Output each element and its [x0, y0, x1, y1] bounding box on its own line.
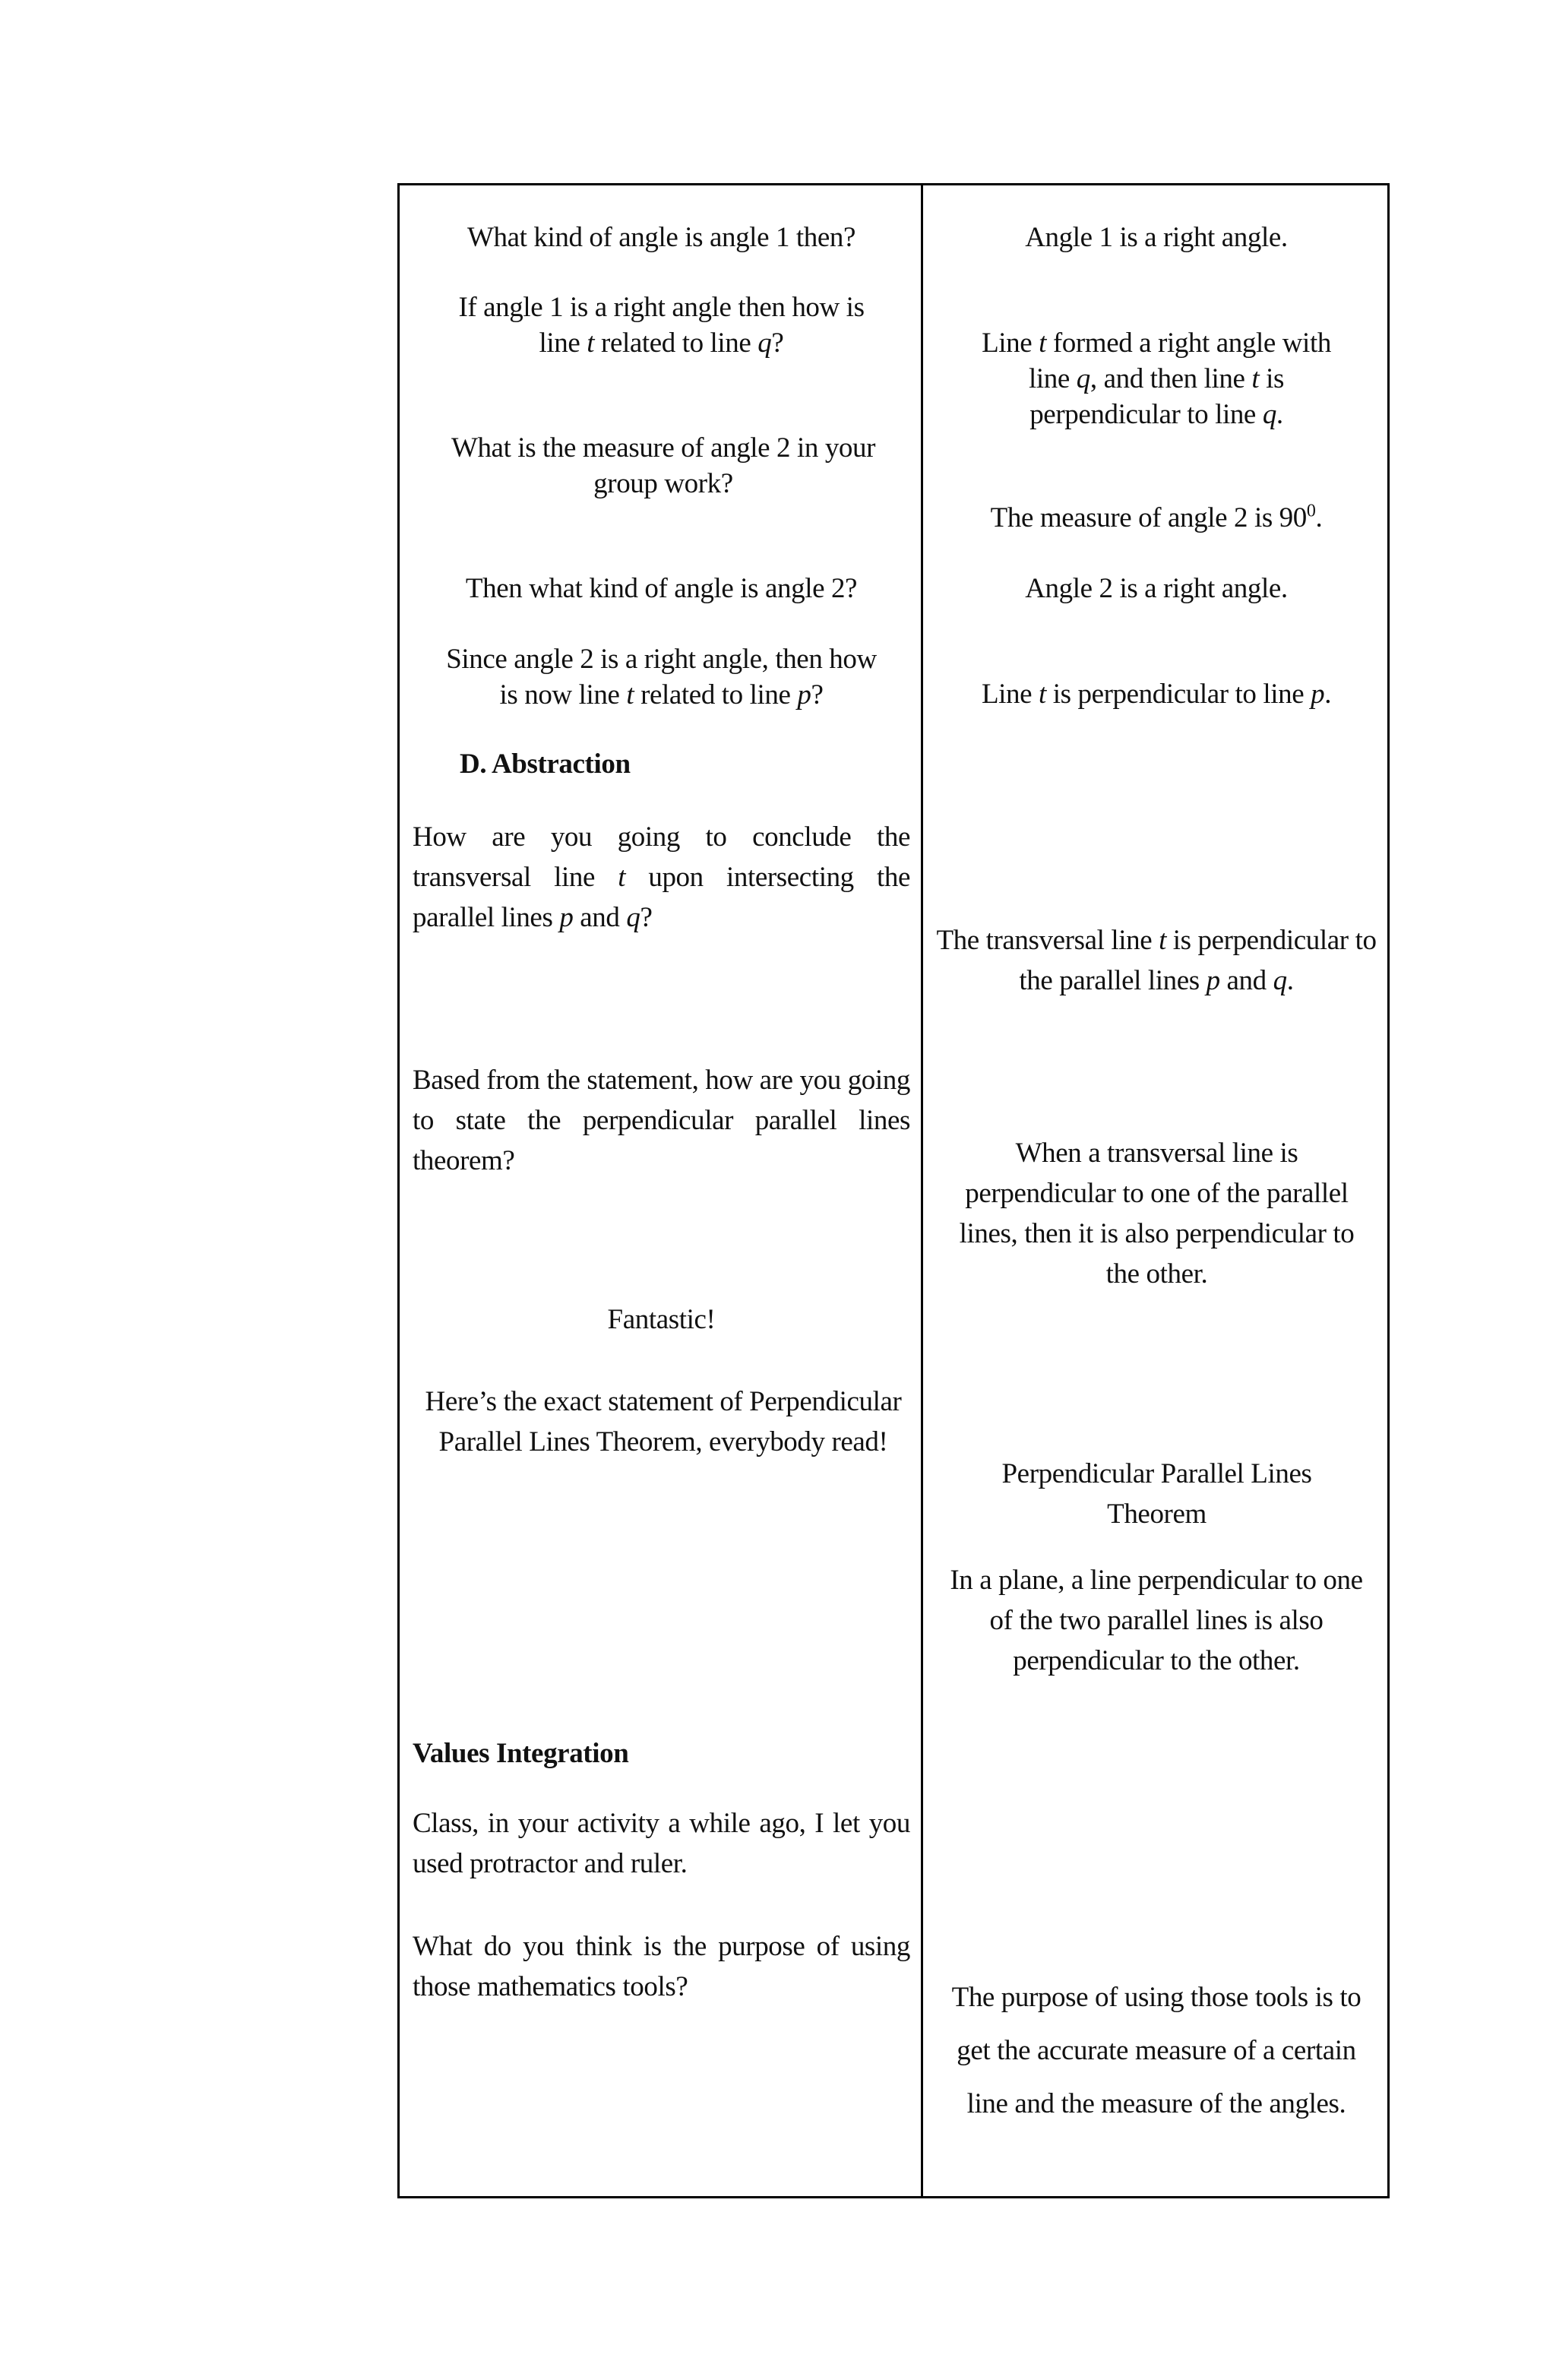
teacher-question-line-t-q-relation: If angle 1 is a right angle then how is line t related to line q?	[458, 292, 865, 359]
teacher-question-line-t-p-relation: Since angle 2 is a right angle, then how is now line t related to line p?	[446, 644, 877, 711]
teacher-question-purpose-of-tools: What do you think is the purpose of using those mathematics tools?	[413, 1931, 910, 2002]
section-heading-values-integration: Values Integration	[413, 1738, 629, 1769]
teacher-question-angle-2-kind: Then what kind of angle is angle 2?	[465, 573, 858, 604]
student-answer-line-t-perpendicular-p: Line t is perpendicular to line p.	[981, 679, 1332, 710]
column-divider	[921, 183, 923, 2198]
teacher-praise: Fantastic!	[607, 1304, 716, 1335]
teacher-question-angle-1-kind: What kind of angle is angle 1 then?	[466, 222, 856, 253]
theorem-text: In a plane, a line perpendicular to one of the two parallel lines is also perpendicular to the other.	[950, 1565, 1363, 1676]
student-answer-theorem-statement: When a transversal line is perpendicular to one of the parallel lines, then it is also perpendicular to the other.	[959, 1138, 1355, 1290]
student-answer-line-t-perpendicular-q: Line t formed a right angle with line q, and then line t is perpendicular to line q.	[982, 328, 1331, 430]
teacher-question-angle-2-measure: What is the measure of angle 2 in your group work?	[451, 432, 876, 499]
student-answer-angle-1: Angle 1 is a right angle.	[1025, 222, 1288, 253]
teacher-question-state-theorem: Based from the statement, how are you going to state the perpendicular parallel lines theorem?	[413, 1065, 910, 1176]
theorem-title: Perpendicular Parallel Lines Theorem	[1001, 1458, 1312, 1530]
teacher-question-conclude-transversal: How are you going to conclude the transversal line t upon intersecting the parallel lines p and q?	[413, 821, 911, 933]
student-answer-angle-2-measure: The measure of angle 2 is $90^0$.	[990, 501, 1323, 533]
teacher-instruction-read-theorem: Here’s the exact statement of Perpendicular Parallel Lines Theorem, everybody read!	[425, 1386, 902, 1457]
teacher-statement-tools-used: Class, in your activity a while ago, I let you used protractor and ruler.	[413, 1808, 910, 1879]
student-answer-transversal-perpendicular: The transversal line t is perpendicular to the parallel lines p and q.	[936, 925, 1377, 996]
student-answer-purpose-of-tools: The purpose of using those tools is to get the accurate measure of a certain line and the measure of the angles.	[951, 1982, 1362, 2119]
student-answer-angle-2-kind: Angle 2 is a right angle.	[1025, 573, 1288, 604]
section-heading-abstraction: D. Abstraction	[460, 748, 631, 780]
